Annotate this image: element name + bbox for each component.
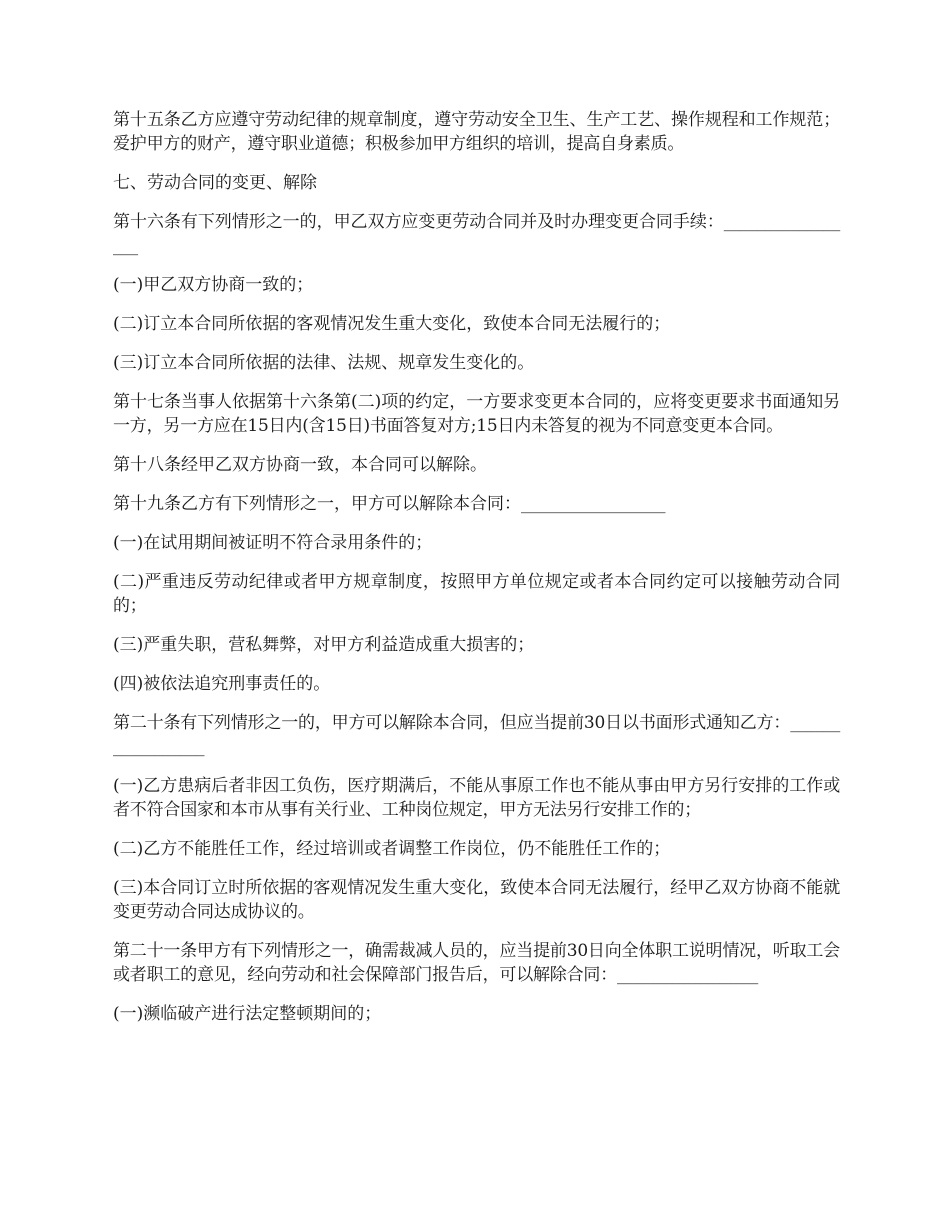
- article-20-item-2: (二)乙方不能胜任工作，经过培训或者调整工作岗位，仍不能胜任工作的；: [113, 839, 671, 859]
- article-19-item-4: (四)被依法追究刑事责任的。: [113, 674, 331, 694]
- article-19-item-3: (三)严重失职，营私舞弊，对甲方利益造成重大损害的；: [113, 635, 535, 655]
- article-16-item-1: (一)甲乙双方协商一致的；: [113, 275, 314, 295]
- article-17: 第十七条当事人依据第十六条第(二)项的约定，一方要求变更本合同的，应将变更要求书面通知另一方，另一方应在15日内(含15日)书面答复对方;15日内未答复的视为不同意变更本合同。: [113, 392, 840, 436]
- article-21: 第二十一条甲方有下列情形之一，确需裁减人员的，应当提前30日向全体职工说明情况，听取工会或者职工的意见，经向劳动和社会保障部门报告后，可以解除合同：_________________: [113, 941, 840, 985]
- article-18: 第十八条经甲乙双方协商一致，本合同可以解除。: [113, 455, 487, 475]
- article-20: 第二十条有下列情形之一的，甲方可以解除本合同，但应当提前30日以书面形式通知乙方：_________________: [113, 713, 840, 757]
- article-20-item-3: (三)本合同订立时所依据的客观情况发生重大变化，致使本合同无法履行，经甲乙双方协商不能就变更劳动合同达成协议的。: [113, 878, 840, 922]
- article-19-item-2: (二)严重违反劳动纪律或者甲方规章制度，按照甲方单位规定或者本合同约定可以接触劳动合同的；: [113, 572, 840, 616]
- article-15: 第十五条乙方应遵守劳动纪律的规章制度，遵守劳动安全卫生、生产工艺、操作规程和工作规范；爱护甲方的财产，遵守职业道德；积极参加甲方组织的培训，提高自身素质。: [113, 110, 840, 154]
- article-21-item-1: (一)濒临破产进行法定整顿期间的；: [113, 1004, 382, 1024]
- article-16-item-2: (二)订立本合同所依据的客观情况发生重大变化，致使本合同无法履行的；: [113, 314, 671, 334]
- document-page: [113, 108, 840, 1041]
- article-20-item-1: (一)乙方患病后者非因工负伤，医疗期满后，不能从事原工作也不能从事由甲方另行安排的工作或者不符合国家和本市从事有关行业、工种岗位规定，甲方无法另行安排工作的；: [113, 776, 840, 820]
- article-19-item-1: (一)在试用期间被证明不符合录用条件的；: [113, 533, 433, 553]
- article-16-item-3: (三)订立本合同所依据的法律、法规、规章发生变化的。: [113, 353, 535, 373]
- article-19: 第十九条乙方有下列情形之一，甲方可以解除本合同：_________________: [113, 494, 666, 514]
- section-7-heading: 七、劳动合同的变更、解除: [113, 173, 317, 193]
- article-16: 第十六条有下列情形之一的，甲乙双方应变更劳动合同并及时办理变更合同手续：_________________: [113, 212, 840, 256]
